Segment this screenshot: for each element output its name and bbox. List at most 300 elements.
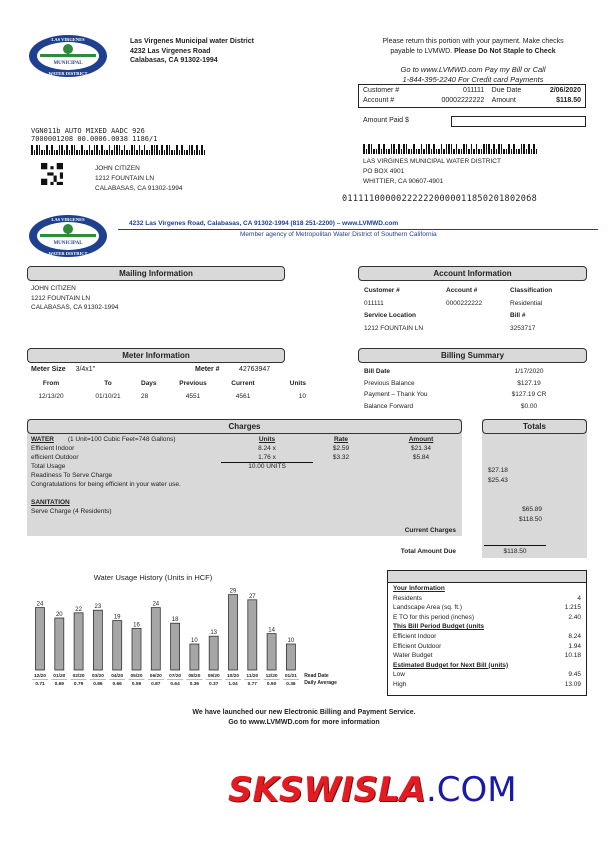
total-usage-value: 10.00 UNITS — [248, 463, 286, 470]
barcode-bar — [196, 145, 198, 155]
usage-bar — [209, 636, 218, 670]
water-unit-note: (1 Unit=100 Cubic Feet=748 Gallons) — [67, 436, 176, 443]
remit-instructions — [358, 37, 588, 56]
billing-summary-label: Payment – Thank You — [364, 391, 428, 398]
your-info-row — [393, 642, 581, 652]
remit-summary-box — [358, 84, 586, 108]
amount-paid-input[interactable] — [451, 116, 586, 127]
barcode-bar — [116, 145, 118, 155]
meter-cell: 10 — [298, 393, 306, 400]
barcode-bar — [441, 144, 443, 154]
watermark-red-text: SKSWISLA — [228, 770, 426, 810]
barcode-bar — [194, 150, 196, 155]
your-info-value: 2.40 — [568, 613, 581, 621]
barcode-bar — [378, 144, 380, 154]
barcode-bar — [166, 145, 168, 155]
efficiency-message: Congratulations for being efficient in your water use. — [31, 481, 181, 488]
barcode-bar — [51, 145, 53, 155]
online-payment-line-2: 1-844-395-2240 For Credit card Payments — [402, 74, 544, 84]
barcode-bar — [371, 144, 373, 154]
barcode-bar — [56, 150, 58, 155]
your-info-row — [393, 670, 581, 680]
barcode-bar — [461, 149, 463, 154]
meter-table-row — [31, 393, 306, 406]
mailing-info-header: Mailing Information — [27, 266, 285, 281]
your-info-label: High — [393, 680, 407, 688]
barcode-bar — [94, 145, 96, 155]
remit-to-line-3: WHITTIER, CA 90607-4901 — [363, 178, 444, 185]
your-info-value: 1.215 — [564, 604, 581, 612]
service-location-value: 1212 FOUNTAIN LN — [364, 324, 424, 332]
billing-summary-value: $127.19 — [517, 379, 541, 387]
meter-number-label: Meter # — [195, 366, 220, 373]
barcode-bar — [476, 144, 478, 154]
your-info-row — [393, 632, 581, 642]
billing-summary-row — [364, 401, 584, 413]
barcode-bar — [171, 150, 173, 155]
meter-size-value: 3/4x1" — [75, 366, 96, 373]
barcode-bar — [498, 144, 500, 154]
bar-value-label: 29 — [229, 588, 237, 595]
total-amount-due-label: Total Amount Due — [400, 548, 456, 555]
charge-line — [31, 453, 461, 462]
usage-bar — [55, 618, 64, 670]
charges-header: Charges — [27, 419, 462, 434]
barcode-bar — [386, 149, 388, 154]
barcode-bar — [69, 150, 71, 155]
barcode-bar — [523, 144, 525, 154]
account-account-value: 0000222222 — [446, 299, 483, 307]
barcode-bar — [86, 150, 88, 155]
barcode-bar — [451, 144, 453, 154]
your-info-label: Residents — [393, 594, 422, 602]
read-date-label: 01/21 — [284, 674, 297, 679]
barcode-bar — [398, 144, 400, 154]
charge-amount: $5.84 — [412, 454, 430, 461]
logo-small-bottom-text: WATER DISTRICT — [48, 251, 88, 256]
amount-paid-label: Amount Paid $ — [363, 117, 409, 124]
barcode-bar — [174, 150, 176, 155]
billing-summary-body — [364, 366, 584, 412]
your-info-label: E TO for this period (inches) — [393, 613, 475, 621]
your-info-section-title: Estimated Budget for Next Bill (units) — [393, 661, 509, 669]
barcode-bar — [104, 150, 106, 155]
bar-value-label: 14 — [268, 627, 275, 634]
barcode-bar — [109, 145, 111, 155]
account-account-label: Account # — [446, 287, 478, 294]
charges-body — [31, 435, 461, 516]
water-section-label: WATER — [31, 436, 54, 443]
barcode-bar — [71, 145, 73, 155]
your-info-section-title: This Bill Period Budget (units — [393, 623, 484, 631]
barcode-bar — [129, 150, 131, 155]
barcode-bar — [388, 149, 390, 154]
usage-chart — [28, 585, 337, 693]
barcode-bar — [204, 150, 206, 155]
barcode-bar — [413, 144, 415, 154]
bar-value-label: 10 — [287, 638, 295, 644]
remit-due-date-value: 2/06/2020 — [549, 87, 581, 94]
barcode-bar — [111, 150, 113, 155]
barcode-bar — [473, 149, 475, 154]
your-info-label: Landscape Area (sq. ft.) — [393, 604, 463, 612]
bill-number-value: 3253717 — [510, 324, 536, 332]
logo-middle-text: MUNICIPAL — [53, 61, 83, 66]
barcode-bar — [421, 144, 423, 154]
footer-message — [0, 708, 608, 728]
barcode-bar — [199, 150, 201, 155]
units-column-header: Units — [258, 436, 276, 443]
qr-code-icon — [41, 163, 63, 185]
bar-value-label: 22 — [75, 606, 82, 613]
totals-water-value: $27.18 — [488, 467, 508, 474]
daily-average-row-label: Daily Average — [304, 680, 337, 686]
your-info-label: Low — [393, 671, 405, 679]
barcode-bar — [518, 149, 520, 154]
barcode-bar — [76, 150, 78, 155]
remit-instructions-line-1: Please return this portion with your payment. Make checks — [382, 38, 564, 45]
org-city: Calabasas, CA 91302-1994 — [130, 57, 218, 64]
meter-table-header — [31, 380, 306, 393]
district-logo — [28, 34, 108, 78]
banner-member-line: Member agency of Metropolitan Water District of Southern California — [240, 231, 437, 238]
billing-summary-value: 1/17/2020 — [514, 368, 544, 375]
bar-value-label: 13 — [210, 630, 218, 637]
billing-summary-header: Billing Summary — [358, 348, 587, 363]
sanitation-section-label: SANITATION — [31, 499, 70, 506]
your-info-value: 4 — [577, 594, 581, 602]
barcode-bar — [488, 144, 490, 154]
barcode-bar — [456, 144, 458, 154]
daily-average-label: 0.71 — [35, 682, 45, 687]
read-date-label: 04/20 — [111, 674, 124, 679]
daily-average-label: 0.79 — [73, 682, 84, 687]
barcode-bar — [144, 145, 146, 155]
barcode-bar — [39, 145, 41, 155]
remit-account-value: 00002222222 — [441, 97, 485, 104]
logo-top-text: LAS VIRGENES — [51, 37, 85, 42]
daily-average-label: 0.77 — [247, 682, 257, 687]
daily-average-label: 0.86 — [93, 682, 103, 687]
bar-value-label: 24 — [36, 601, 44, 608]
rate-column-header: Rate — [333, 436, 349, 443]
barcode-bar — [393, 144, 395, 154]
bar-value-label: 20 — [55, 612, 63, 618]
meter-number-value: 42763947 — [239, 366, 271, 373]
barcode-bar — [368, 144, 370, 154]
org-name: Las Virgenes Municipal water District — [130, 38, 254, 45]
account-info-body — [364, 285, 584, 335]
barcode-bar — [481, 149, 483, 154]
barcode-bar — [46, 145, 48, 155]
your-info-row — [393, 613, 581, 623]
usage-bar — [132, 628, 141, 670]
read-date-label: 07/20 — [169, 674, 182, 679]
service-location-label: Service Location — [364, 312, 417, 319]
barcode-bar — [114, 145, 116, 155]
barcode-bar — [159, 150, 161, 155]
barcode-bar — [154, 145, 156, 155]
remit-to-line-1: LAS VIRGINES MUNICIPAL WATER DISTRICT — [363, 158, 501, 165]
meter-info-header: Meter Information — [27, 348, 285, 363]
bar-value-label: 18 — [171, 617, 179, 624]
meter-reading-table — [31, 380, 306, 406]
meter-column-header: From — [42, 380, 60, 387]
account-classification-value: Residential — [510, 299, 543, 307]
meter-cell: 28 — [141, 393, 149, 400]
barcode-bar — [383, 144, 385, 154]
totals-sanitation-block — [482, 505, 542, 525]
read-date-label: 12/20 — [265, 674, 278, 679]
footer-line-1: We have launched our new Electronic Billing and Payment Service. — [192, 709, 416, 716]
barcode-bar — [521, 144, 523, 154]
bar-value-label: 19 — [113, 614, 121, 621]
barcode-bar — [533, 144, 535, 154]
barcode-bar — [61, 145, 63, 155]
charge-amount: $21.34 — [411, 445, 431, 452]
barcode-bar — [151, 145, 153, 155]
barcode-bar — [119, 145, 121, 155]
daily-average-label: 0.64 — [170, 682, 180, 687]
remit-amount-label: Amount — [491, 97, 516, 104]
barcode-bar — [528, 144, 530, 154]
barcode-bar — [391, 144, 393, 154]
barcode-bar — [426, 144, 428, 154]
remit-to-line-2: PO BOX 4901 — [363, 168, 405, 175]
daily-average-label: 0.36 — [286, 682, 296, 687]
barcode-bar — [41, 150, 43, 155]
barcode-bar — [36, 145, 38, 155]
barcode-bar — [466, 144, 468, 154]
totals-panel — [482, 419, 587, 558]
barcode-bar — [513, 144, 515, 154]
usage-bar — [93, 610, 102, 670]
charge-lines — [31, 444, 461, 462]
barcode-bar — [149, 150, 151, 155]
meter-column-header: Days — [141, 380, 157, 387]
barcode-bar — [366, 149, 368, 154]
meter-column-header: Units — [289, 380, 306, 387]
logo-small-top-text: LAS VIRGENES — [51, 217, 85, 222]
barcode-bar — [463, 144, 465, 154]
mailing-city: CALABASAS, CA 91302-1994 — [95, 185, 183, 192]
daily-average-label: 1.04 — [228, 682, 238, 687]
barcode-bar — [531, 149, 533, 154]
usage-bar — [171, 623, 180, 670]
barcode-bar — [161, 145, 163, 155]
your-info-row — [393, 680, 581, 690]
remit-customer-label: Customer # — [363, 87, 400, 94]
charge-units: 8.24 x — [258, 445, 276, 452]
your-info-box — [387, 570, 587, 696]
sort-line-2: 7000001208 00.0006.0038 1186/1 — [31, 135, 158, 143]
totals-water-block — [488, 466, 508, 486]
meter-cell: 4561 — [235, 393, 251, 400]
org-street: 4232 Las Virgenes Road — [130, 47, 211, 55]
meter-size-label: Meter Size — [31, 366, 66, 373]
usage-bar — [113, 621, 122, 670]
barcode-bar — [64, 150, 66, 155]
read-date-label: 02/20 — [72, 674, 85, 679]
barcode-bar — [106, 150, 108, 155]
mailing-name: JOHN CITIZEN — [95, 165, 140, 172]
remit-to-address — [363, 157, 501, 187]
barcode-bar — [134, 145, 136, 155]
your-info-row — [393, 603, 581, 613]
barcode-bar — [59, 145, 61, 155]
totals-readiness-value: $25.43 — [488, 477, 508, 484]
bar-value-label: 24 — [152, 601, 160, 608]
barcode-bar — [516, 149, 518, 154]
barcode-bar — [139, 145, 141, 155]
your-info-value: 9.45 — [568, 671, 581, 679]
barcode-bar — [79, 150, 81, 155]
barcode-bar — [34, 150, 36, 155]
barcode-bar — [483, 144, 485, 154]
barcode-bar — [468, 149, 470, 154]
sort-line-1: VGN011b AUTO MIXED AADC 926 — [31, 127, 145, 135]
charge-units: 1.76 x — [258, 454, 276, 461]
barcode-bar — [121, 150, 123, 155]
your-info-label: Efficient Indoor — [393, 632, 437, 640]
mailing-info-body — [31, 284, 118, 313]
x-axis-label: Read Date — [304, 673, 329, 679]
bill-number-label: Bill # — [510, 312, 526, 319]
charge-label: efficient Outdoor — [31, 454, 79, 461]
daily-average-label: 0.59 — [131, 682, 142, 687]
barcode-bar — [491, 149, 493, 154]
barcode-bar — [453, 149, 455, 154]
account-customer-value: 011111 — [364, 299, 384, 307]
org-address — [130, 37, 254, 66]
barcode-bar — [496, 149, 498, 154]
billing-summary-label: Bill Date — [364, 368, 391, 375]
charge-rate: $3.32 — [332, 454, 350, 461]
remit-postal-barcode — [363, 144, 537, 154]
billing-summary-label: Balance Forward — [364, 402, 414, 410]
barcode-bar — [176, 145, 178, 155]
total-usage-label: Total Usage — [31, 463, 66, 470]
barcode-bar — [44, 150, 46, 155]
totals-current-charges-value: $118.50 — [518, 516, 542, 523]
remit-account-label: Account # — [363, 97, 395, 104]
meter-column-header: Previous — [179, 380, 207, 387]
barcode-bar — [146, 150, 148, 155]
account-customer-label: Customer # — [364, 287, 400, 294]
barcode-bar — [184, 150, 186, 155]
bar-value-label: 10 — [191, 638, 198, 644]
barcode-bar — [406, 144, 408, 154]
barcode-bar — [96, 145, 98, 155]
charge-label: Efficient Indoor — [31, 445, 75, 452]
remit-instructions-line-2: payable to LVMWD. Please Do Not Staple to Check — [390, 47, 556, 55]
daily-average-label: 0.66 — [112, 682, 122, 687]
charge-rate: $2.59 — [332, 445, 350, 452]
mailing-info-city: CALABASAS, CA 91302-1994 — [31, 304, 119, 311]
meter-size-row — [31, 366, 311, 373]
read-date-label: 08/20 — [188, 674, 201, 679]
usage-bar — [151, 608, 160, 670]
barcode-bar — [126, 150, 128, 155]
barcode-bar — [74, 145, 76, 155]
barcode-bar — [373, 149, 375, 154]
remit-customer-value: 011111 — [463, 87, 485, 94]
barcode-bar — [431, 149, 433, 154]
amount-column-header: Amount — [408, 436, 434, 443]
bar-value-label: 23 — [94, 604, 102, 611]
barcode-bar — [381, 149, 383, 154]
logo-small-middle-text: MUNICIPAL — [53, 241, 83, 246]
barcode-bar — [428, 144, 430, 154]
meter-column-header: To — [104, 380, 112, 387]
barcode-bar — [401, 149, 403, 154]
billing-summary-row — [364, 378, 584, 390]
mailing-info-street: 1212 FOUNTAIN LN — [31, 294, 91, 302]
your-info-section-title: Your Information — [393, 585, 445, 592]
barcode-bar — [191, 145, 193, 155]
scan-line: 0111110000022222200000118502018020б8 — [342, 194, 538, 204]
read-date-label: 12/20 — [33, 674, 47, 679]
watermark — [228, 770, 517, 810]
your-info-row — [393, 594, 581, 604]
barcode-bar — [179, 150, 181, 155]
meter-cell: 4551 — [185, 393, 201, 400]
chart-title: Water Usage History (Units in HCF) — [93, 573, 213, 582]
barcode-bar — [501, 144, 503, 154]
daily-average-label: 0.36 — [189, 682, 200, 687]
barcode-bar — [101, 145, 103, 155]
barcode-bar — [49, 150, 51, 155]
totals-header: Totals — [482, 419, 587, 434]
totals-divider — [484, 545, 546, 546]
billing-summary-row — [364, 389, 584, 401]
daily-average-label: 0.50 — [266, 682, 277, 687]
barcode-bar — [156, 145, 158, 155]
barcode-bar — [493, 144, 495, 154]
barcode-bar — [396, 149, 398, 154]
charge-line — [31, 444, 461, 453]
usage-bar — [248, 600, 257, 670]
your-info-value: 13.09 — [564, 680, 581, 688]
usage-bar — [229, 595, 238, 670]
account-info-header: Account Information — [358, 266, 587, 281]
barcode-bar — [411, 149, 413, 154]
read-date-label: 05/20 — [130, 674, 143, 679]
usage-bar — [36, 608, 45, 670]
barcode-bar — [418, 149, 420, 154]
barcode-bar — [31, 145, 33, 155]
mailing-postal-barcode — [31, 145, 205, 155]
online-payment-line-1: Go to www.LVMWD.com Pay my Bill or Call — [400, 65, 546, 74]
your-info-body — [388, 583, 586, 691]
barcode-bar — [99, 150, 101, 155]
barcode-bar — [189, 145, 191, 155]
barcode-bar — [81, 145, 83, 155]
barcode-bar — [403, 144, 405, 154]
barcode-bar — [438, 149, 440, 154]
barcode-bar — [363, 144, 365, 154]
your-info-header-bar — [388, 571, 586, 583]
remit-amount-value: $118.50 — [556, 97, 581, 104]
read-date-label: 03/20 — [91, 674, 104, 679]
barcode-bar — [511, 149, 513, 154]
barcode-bar — [66, 145, 68, 155]
billing-summary-row — [364, 366, 584, 378]
barcode-bar — [141, 150, 143, 155]
current-charges-label: Current Charges — [404, 527, 456, 534]
barcode-bar — [526, 149, 528, 154]
barcode-bar — [536, 149, 538, 154]
